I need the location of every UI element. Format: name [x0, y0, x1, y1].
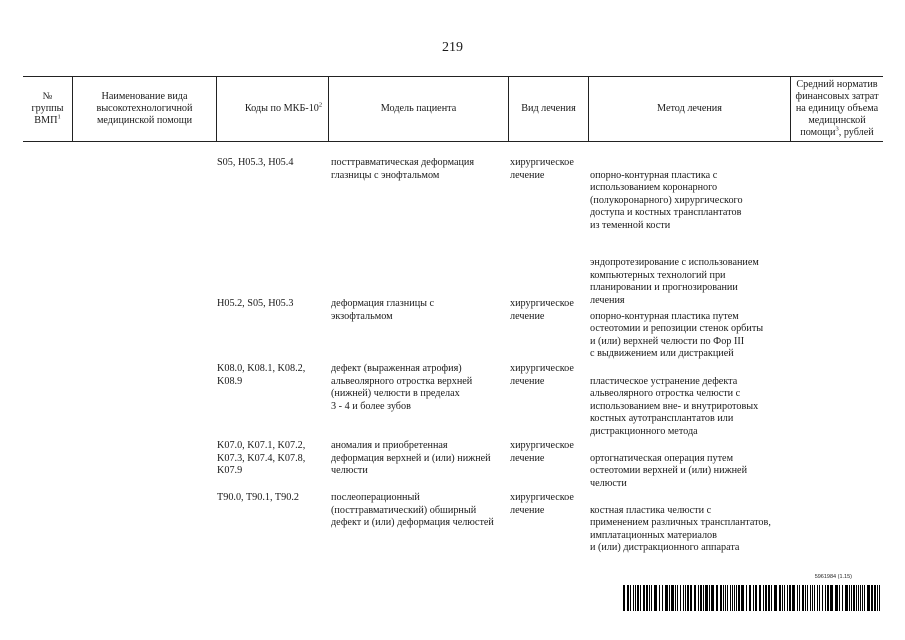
- barcode-bar: [849, 585, 850, 611]
- barcode-bar: [703, 585, 704, 611]
- barcode-bar: [643, 585, 645, 611]
- barcode-bar: [683, 585, 684, 611]
- row-codes: S05, H05.3, H05.4: [217, 157, 294, 168]
- barcode-bar: [874, 585, 876, 611]
- barcode-bar: [782, 585, 783, 611]
- barcode-bar: [819, 585, 820, 611]
- barcode-bar: [725, 585, 726, 611]
- barcode-bar: [825, 585, 826, 611]
- barcode-bar: [635, 585, 636, 611]
- barcode-bar: [851, 585, 852, 611]
- barcode-bar: [711, 585, 714, 611]
- barcode-bar: [736, 585, 737, 611]
- row-treatment-type: хирургическое лечение: [510, 440, 574, 464]
- barcode-bar: [623, 585, 625, 611]
- barcode-bar: [627, 585, 629, 611]
- header-cost-footnote: 3: [835, 125, 839, 133]
- barcode-bar: [835, 585, 838, 611]
- barcode-bar: [651, 585, 652, 611]
- barcode-bar: [774, 585, 777, 611]
- header-cost-label: Средний норматив финансовых затрат на единицу объема медицинской помощи: [795, 78, 879, 138]
- barcode-bar: [787, 585, 788, 611]
- barcode-bar: [771, 585, 772, 611]
- barcode-bar: [784, 585, 785, 611]
- barcode-bar: [685, 585, 686, 611]
- barcode-bar: [753, 585, 754, 611]
- row-codes: H05.2, S05, H05.3: [217, 298, 294, 309]
- barcode-bar: [802, 585, 804, 611]
- barcode-bar: [799, 585, 800, 611]
- header-codes-label: Коды по МКБ-10: [244, 102, 319, 114]
- row-patient-model: посттравматическая деформация глазницы с энофтальмом: [331, 157, 475, 181]
- barcode-bar: [842, 585, 843, 611]
- barcode-bar: [727, 585, 728, 611]
- barcode-bar: [690, 585, 692, 611]
- barcode-bar: [879, 585, 880, 611]
- header-codes-footnote: 2: [318, 101, 323, 109]
- barcode-icon: [623, 585, 883, 611]
- barcode-bar: [856, 585, 857, 611]
- barcode-bar: [864, 585, 865, 611]
- method-text: опорно-контурная пластика с использованием коронарного (полукоронарного) хирургического доступа и костных трансплантатов из теменной кости: [590, 169, 743, 231]
- row-treatment-type: хирургическое лечение: [510, 157, 574, 181]
- barcode-bar: [789, 585, 791, 611]
- row-codes: T90.0, T90.1, T90.2: [217, 492, 299, 503]
- barcode-bar: [810, 585, 811, 611]
- header-type-label: Вид лечения: [521, 102, 576, 114]
- row-treatment-method: [590, 157, 790, 320]
- barcode-bar: [677, 585, 678, 611]
- method-text: ортогнатическая операция путем остеотомии верхней и (или) нижней челюсти: [590, 452, 748, 489]
- header-name-label: Наименование вида высокотехнологичной медицинской помощи: [96, 90, 193, 126]
- header-model-label: Модель пациента: [380, 102, 457, 114]
- barcode-bar: [654, 585, 657, 611]
- barcode-bar: [862, 585, 863, 611]
- barcode-bar: [675, 585, 676, 611]
- row-treatment-type: хирургическое лечение: [510, 363, 574, 387]
- barcode-bar: [659, 585, 660, 611]
- barcode-bar: [741, 585, 744, 611]
- barcode-bar: [669, 585, 670, 611]
- barcode-bar: [662, 585, 663, 611]
- barcode-bar: [698, 585, 699, 611]
- barcode-bar: [817, 585, 818, 611]
- barcode-bar: [732, 585, 733, 611]
- barcode-bar: [738, 585, 740, 611]
- barcode-bar: [827, 585, 829, 611]
- row-patient-model: деформация глазницы с экзофтальмом: [331, 298, 435, 322]
- header-method-label: Метод лечения: [657, 102, 722, 114]
- barcode-bar: [716, 585, 718, 611]
- method-text: опорно-контурная пластика путем остеотомии и репозиции стенок орбиты и (или) верхней челюсти по Фор III с выдвижением или дистракцией: [590, 310, 764, 360]
- barcode-number: 5961984 (1.15): [814, 574, 852, 580]
- barcode-bar: [853, 585, 855, 611]
- barcode-bar: [792, 585, 795, 611]
- barcode-bar: [779, 585, 781, 611]
- barcode-bar: [687, 585, 689, 611]
- barcode-bar: [768, 585, 770, 611]
- barcode-bar: [723, 585, 724, 611]
- row-codes: K08.0, K08.1, K08.2, K08.9: [217, 363, 306, 387]
- barcode-bar: [814, 585, 815, 611]
- row-treatment-method: [590, 492, 790, 568]
- barcode-bar: [694, 585, 696, 611]
- barcode-bar: [633, 585, 634, 611]
- method-text: эндопротезирование с использованием компьютерных технологий при планировании и прогнозировании лечения: [590, 257, 759, 306]
- header-group-label: № группы ВМП: [31, 90, 64, 126]
- barcode-bar: [805, 585, 806, 611]
- barcode-bar: [709, 585, 710, 611]
- row-treatment-method: [590, 363, 790, 451]
- barcode-bar: [759, 585, 761, 611]
- barcode-bar: [730, 585, 731, 611]
- method-text: костная пластика челюсти с применением различных трансплантатов, имплатационных материалов и (или) дистракционного аппарата: [590, 504, 771, 554]
- row-patient-model: послеоперационный (посттравматический) обширный дефект и (или) деформация челюстей: [331, 492, 494, 529]
- barcode-bar: [765, 585, 767, 611]
- barcode-bar: [871, 585, 873, 611]
- barcode-bar: [812, 585, 813, 611]
- barcode-bar: [755, 585, 757, 611]
- method-text: пластическое устранение дефекта альвеолярного отростка челюсти с использованием вне- и внутриротовых костных аутотрансплантатов или дистракционного метода: [590, 375, 759, 437]
- barcode-bar: [797, 585, 798, 611]
- barcode-bar: [845, 585, 848, 611]
- barcode-bar: [637, 585, 639, 611]
- barcode-bar: [839, 585, 840, 611]
- barcode-bar: [746, 585, 747, 611]
- barcode-bar: [734, 585, 735, 611]
- row-codes: K07.0, K07.1, K07.2, K07.3, K07.4, K07.8, K07.9: [217, 440, 306, 477]
- barcode-bar: [749, 585, 751, 611]
- barcode-bar: [630, 585, 631, 611]
- header-group-footnote: 1: [57, 113, 61, 121]
- barcode-bar: [665, 585, 668, 611]
- barcode-bar: [867, 585, 870, 611]
- barcode-bar: [763, 585, 764, 611]
- barcode-bar: [807, 585, 808, 611]
- barcode-bar: [680, 585, 681, 611]
- barcode-bar: [830, 585, 833, 611]
- barcode-bar: [671, 585, 674, 611]
- barcode-bar: [858, 585, 859, 611]
- row-patient-model: аномалия и приобретенная деформация верхней и (или) нижней челюсти: [331, 440, 491, 477]
- row-treatment-type: хирургическое лечение: [510, 298, 574, 322]
- barcode-bar: [700, 585, 702, 611]
- barcode-bar: [646, 585, 648, 611]
- row-patient-model: дефект (выраженная атрофия) альвеолярного отростка верхней (нижней) челюсти в пределах 3 - 4 и более зубов: [331, 363, 473, 412]
- barcode-bar: [877, 585, 878, 611]
- page-number: 219: [442, 40, 463, 55]
- row-treatment-type: хирургическое лечение: [510, 492, 574, 516]
- barcode-bar: [705, 585, 708, 611]
- barcode-bar: [640, 585, 641, 611]
- barcode-bar: [720, 585, 722, 611]
- header-cost-unit: , рублей: [838, 126, 874, 138]
- barcode-bar: [649, 585, 650, 611]
- barcode-bar: [822, 585, 823, 611]
- barcode-bar: [860, 585, 861, 611]
